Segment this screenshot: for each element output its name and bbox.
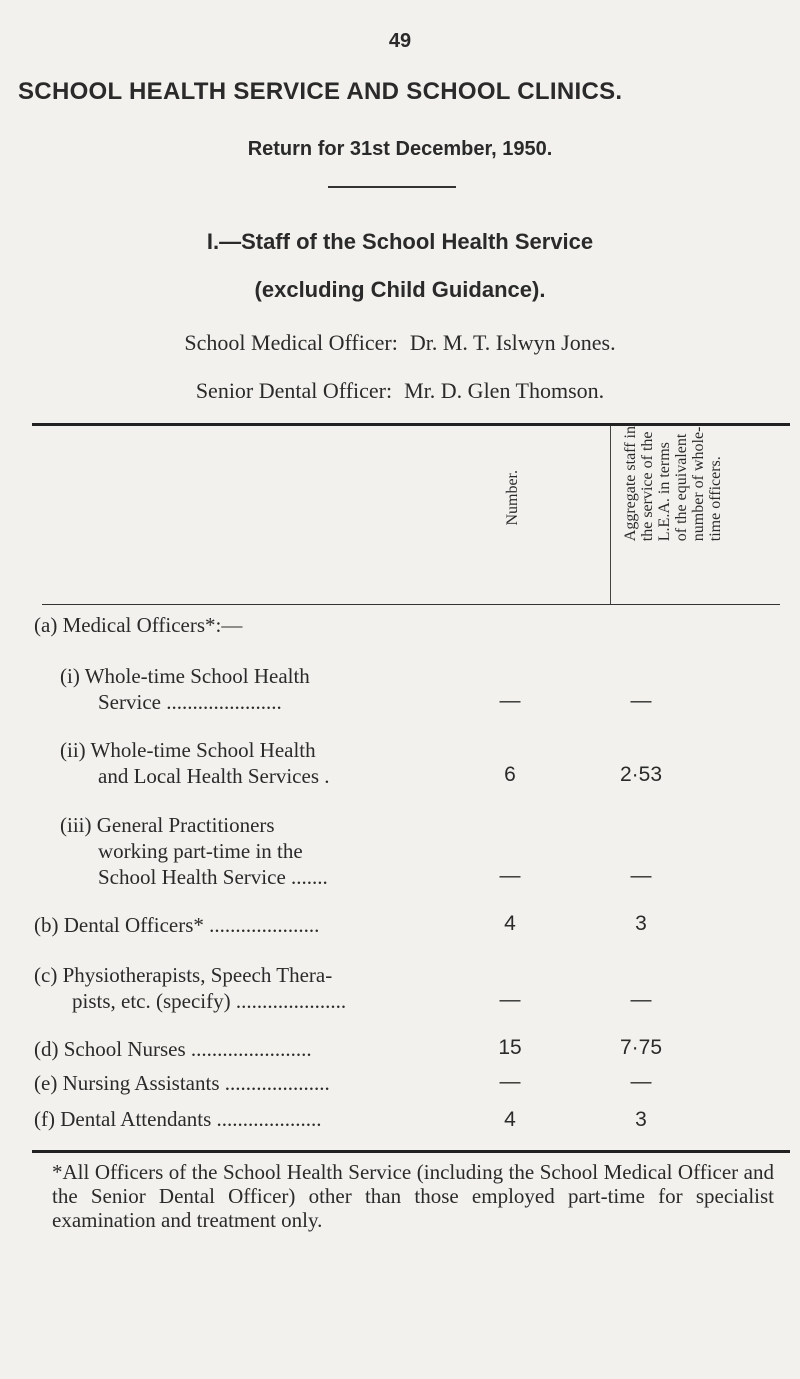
row-nursing-assistants — [34, 1070, 330, 1096]
aggregate-column-header — [622, 426, 724, 541]
number-column-header: Number. — [504, 470, 521, 526]
aggregate-header-line: time officers. — [707, 456, 724, 542]
row-physiotherapists — [34, 962, 346, 1014]
section-title: I.—Staff of the School Health Service — [206, 229, 594, 254]
row-label-text: Dental Attendants .................... — [60, 1107, 322, 1131]
row-number-value: — — [499, 689, 521, 712]
aggregate-header-line: L.E.A. in terms — [656, 442, 673, 542]
header-bottom-rule — [42, 604, 780, 605]
row-number-value: 15 — [498, 1036, 522, 1059]
row-letter: (e) — [34, 1071, 58, 1095]
row-number-value: — — [499, 864, 521, 887]
return-date-subtitle: Return for 31st December, 1950. — [247, 138, 553, 160]
row-number-value: — — [499, 988, 521, 1011]
title-divider — [328, 186, 456, 188]
row-label-text: School Nurses ....................... — [63, 1037, 312, 1061]
row-aggregate-value: — — [630, 1070, 652, 1093]
row-whole-time-school-health — [60, 663, 310, 715]
row-aggregate-value: 7·75 — [619, 1036, 663, 1059]
row-letter: (i) — [60, 664, 80, 688]
row-aggregate-value: 2·53 — [619, 763, 663, 786]
table-bottom-rule — [32, 1150, 790, 1153]
header-column-divider — [610, 426, 611, 604]
row-letter: (ii) — [60, 738, 86, 762]
row-dental-officers — [34, 912, 319, 938]
senior-dental-officer-line — [0, 378, 800, 404]
aggregate-header-line: of the equivalent — [673, 433, 690, 542]
row-letter: (c) — [34, 963, 58, 987]
row-letter: (iii) — [60, 813, 92, 837]
row-label-text: Physiotherapists, Speech Thera- — [62, 963, 333, 987]
aggregate-header-line: number of whole- — [690, 426, 707, 542]
row-label-text: Nursing Assistants .................... — [62, 1071, 330, 1095]
row-dental-attendants — [34, 1106, 322, 1132]
row-letter: (a) — [34, 613, 58, 637]
row-label-text: working part-time in the — [98, 839, 303, 863]
row-label-text: pists, etc. (specify) ..................... — [72, 989, 347, 1013]
row-number-value: 4 — [504, 1108, 516, 1131]
main-title: SCHOOL HEALTH SERVICE AND SCHOOL CLINICS. — [18, 78, 623, 105]
school-medical-officer-name: Dr. M. T. Islwyn Jones. — [409, 330, 616, 355]
section-subtitle: (excluding Child Guidance). — [254, 277, 546, 302]
row-letter: (f) — [34, 1107, 55, 1131]
row-aggregate-value: — — [630, 988, 652, 1011]
row-aggregate-value: 3 — [635, 1108, 647, 1131]
row-label-text: Whole-time School Health — [90, 738, 316, 762]
row-label-text: General Practitioners — [96, 813, 275, 837]
row-aggregate-value: — — [630, 689, 652, 712]
row-letter: (d) — [34, 1037, 59, 1061]
aggregate-header-line: the service of the — [639, 431, 656, 542]
senior-dental-officer-name: Mr. D. Glen Thomson. — [404, 378, 605, 403]
row-label-text: Service ...................... — [98, 690, 282, 714]
row-label-text: and Local Health Services . — [98, 764, 330, 788]
school-medical-officer-line — [0, 330, 800, 356]
row-label-text: School Health Service ....... — [98, 865, 328, 889]
row-number-value: — — [499, 1070, 521, 1093]
row-school-nurses — [34, 1036, 312, 1062]
row-label-text: Whole-time School Health — [84, 664, 310, 688]
row-label-text: Dental Officers* ..................... — [63, 913, 320, 937]
row-medical-officers — [34, 612, 242, 638]
row-label-text: Medical Officers*:— — [62, 613, 243, 637]
row-aggregate-value: 3 — [635, 912, 647, 935]
row-aggregate-value: — — [630, 864, 652, 887]
senior-dental-officer-role: Senior Dental Officer: — [195, 378, 393, 403]
row-number-value: 6 — [504, 763, 516, 786]
school-medical-officer-role: School Medical Officer: — [184, 330, 398, 355]
page-number: 49 — [388, 30, 412, 52]
row-general-practitioners — [60, 812, 328, 890]
row-number-value: 4 — [504, 912, 516, 935]
row-whole-time-local-health — [60, 737, 330, 789]
aggregate-header-line: Aggregate staff in — [622, 426, 639, 542]
row-letter: (b) — [34, 913, 59, 937]
footnote: *All Officers of the School Health Service (including the School Medical Officer and the Senior Dental Officer) other than those employed part-time for specialist examination and treatment only. — [52, 1160, 774, 1232]
